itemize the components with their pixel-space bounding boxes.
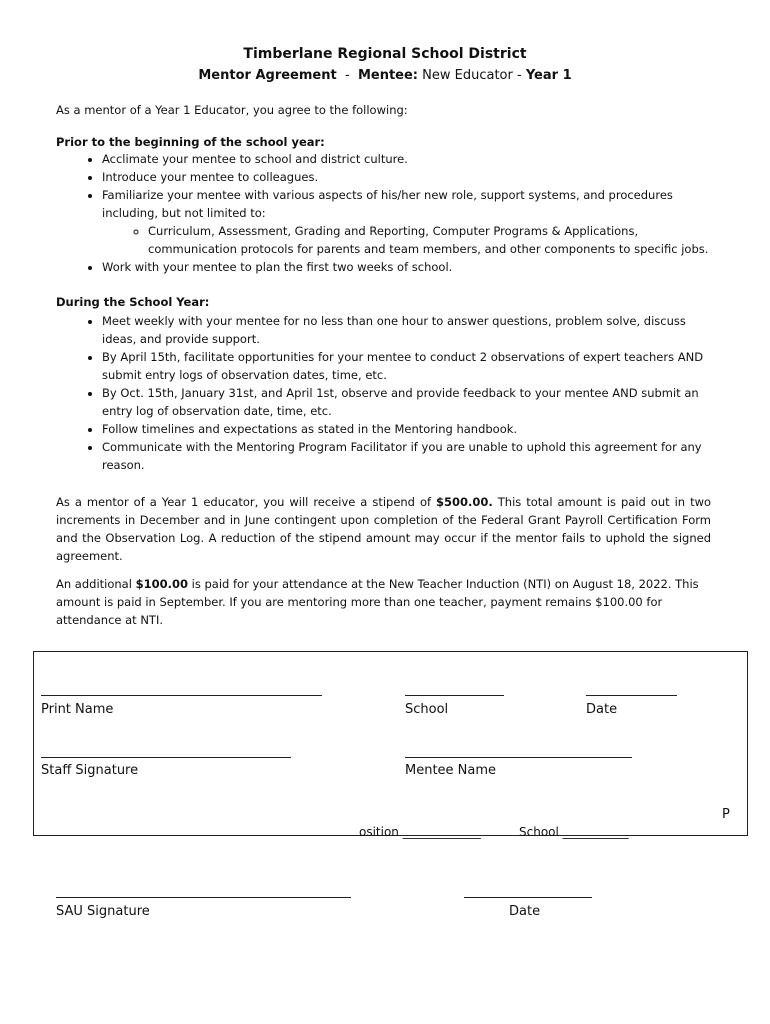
additional-text: An additional	[56, 577, 132, 591]
sau-date-line[interactable]	[464, 897, 592, 898]
mentee-name-label: Mentee Name	[405, 763, 497, 778]
school-line[interactable]	[405, 695, 504, 696]
staff-signature-label: Staff Signature	[41, 763, 139, 778]
list-item: • Follow timelines and expectations as stated in the Mentoring handbook.	[102, 420, 722, 438]
sau-signature-line[interactable]	[56, 897, 351, 898]
during-heading: During the School Year:	[56, 295, 210, 309]
print-name-line[interactable]	[41, 695, 322, 696]
mentee-name-line[interactable]	[405, 757, 632, 758]
list-item: • By April 15th, facilitate opportunities for your mentee to conduct 2 observations of expert teachers AND submit entry logs of observation dates, time, etc.	[102, 348, 722, 384]
prior-sublist	[102, 222, 722, 258]
list-item: • Meet weekly with your mentee for no less than one hour to answer questions, problem solve, discuss ideas, and provide support.	[102, 312, 722, 348]
sub-list-item: ◦ Curriculum, Assessment, Grading and Reporting, Computer Programs & Applications, communication protocols for parents and team members, and other components to specific jobs.	[148, 222, 722, 258]
list-item-text: Familiarize your mentee with various aspects of his/her new role, support systems, and procedures including, but not limited to:	[102, 188, 673, 220]
date-line[interactable]	[586, 695, 677, 696]
list-item	[102, 186, 722, 258]
list-item: • Introduce your mentee to colleagues.	[102, 168, 722, 186]
date-label: Date	[586, 702, 618, 717]
mentee-label: Mentee:	[357, 68, 419, 83]
staff-signature-line[interactable]	[41, 757, 291, 758]
list-item: • Communicate with the Mentoring Program Facilitator if you are unable to uphold this agreement for any reason.	[102, 438, 722, 474]
list-item: • Work with your mentee to plan the first two weeks of school.	[102, 258, 722, 276]
additional-paragraph	[56, 575, 711, 629]
school-label: School	[405, 702, 449, 717]
agreement-label: Mentor Agreement	[198, 68, 337, 83]
additional-amount: $100.00	[135, 577, 188, 591]
position-overlay: osition _____________	[359, 825, 481, 839]
stipend-text-2: This total amount is paid out in two increments in December and in June contingent upon completion of the Federal Grant Payroll Certification Form and the Observation Log. A reduction of the stipend amount may occur if the mentor fails to uphold the signed agreement.	[56, 495, 712, 563]
signature-box	[33, 651, 748, 836]
prior-list	[56, 150, 722, 276]
subtitle-dash: -	[344, 68, 350, 83]
additional-text-2: is paid for your attendance at the New Teacher Induction (NTI) on August 18, 2022. This amount is paid in September. If you are mentoring more than one teacher, payment remains $100.00 for attendance at NTI.	[56, 577, 699, 627]
intro-text: As a mentor of a Year 1 Educator, you agree to the following:	[56, 103, 408, 117]
during-list	[56, 312, 722, 474]
list-item: • By Oct. 15th, January 31st, and April 1st, observe and provide feedback to your mentee AND submit an entry log of observation date, time, etc.	[102, 384, 722, 420]
year-label: Year 1	[525, 68, 572, 83]
document-subtitle	[0, 68, 770, 83]
print-name-label: Print Name	[41, 702, 114, 717]
p-letter: P	[722, 807, 730, 822]
stipend-amount: $500.00.	[436, 495, 493, 509]
list-item: • Acclimate your mentee to school and district culture.	[102, 150, 722, 168]
prior-heading: Prior to the beginning of the school year:	[56, 135, 325, 149]
mentee-value: New Educator -	[422, 68, 522, 83]
sau-signature-label: SAU Signature	[56, 904, 150, 919]
sau-date-label: Date	[509, 904, 541, 919]
stipend-text: As a mentor of a Year 1 educator, you will receive a stipend of	[56, 495, 432, 509]
document-title: Timberlane Regional School District	[243, 46, 527, 62]
stipend-paragraph	[56, 493, 711, 565]
school-overlay: School ___________	[519, 825, 629, 839]
